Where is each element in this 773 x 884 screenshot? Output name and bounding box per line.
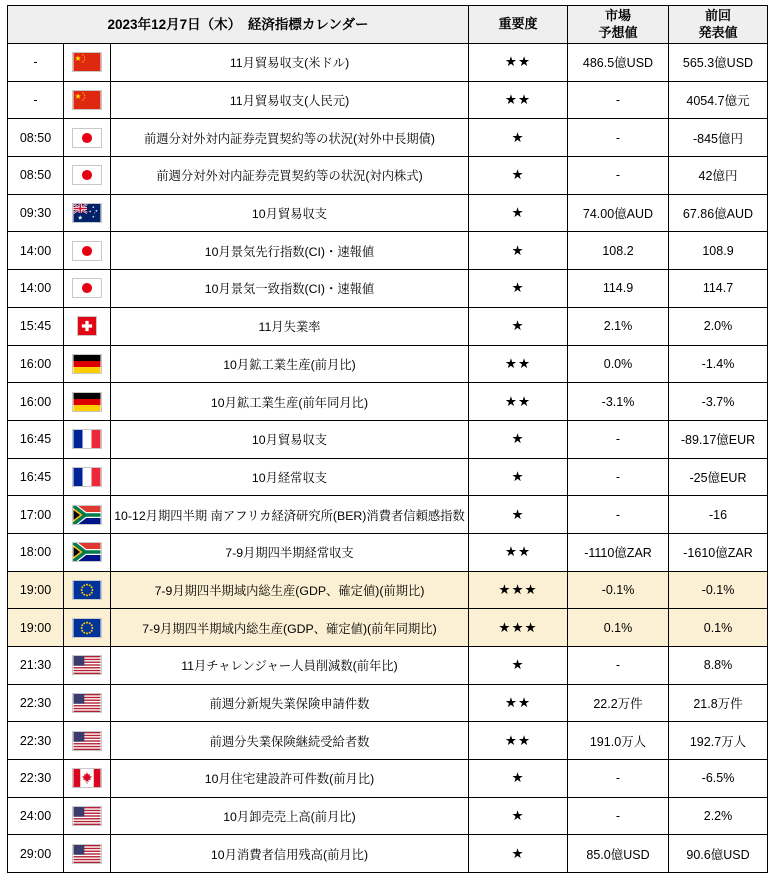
time-cell: 17:00 (8, 496, 64, 534)
column-header-forecast (568, 6, 669, 44)
event-name: 10月住宅建設許可件数(前月比) (111, 760, 469, 798)
event-row (8, 647, 768, 685)
importance-stars: ★ (469, 270, 568, 308)
importance-stars: ★ (469, 232, 568, 270)
event-name: 11月貿易収支(人民元) (111, 81, 469, 119)
previous-value: 90.6億USD (669, 835, 768, 873)
canada-flag-icon (72, 768, 102, 788)
event-row (8, 307, 768, 345)
us-flag-icon (72, 844, 102, 864)
japan-flag-icon (72, 128, 102, 148)
time-cell: 09:30 (8, 194, 64, 232)
event-name: 前週分新規失業保険申請件数 (111, 684, 469, 722)
forecast-value: - (568, 458, 669, 496)
previous-value: 565.3億USD (669, 44, 768, 82)
event-name: 7-9月期四半期経常収支 (111, 533, 469, 571)
previous-value: 67.86億AUD (669, 194, 768, 232)
forecast-value: 486.5億USD (568, 44, 669, 82)
importance-stars: ★★ (469, 684, 568, 722)
time-cell: 16:45 (8, 458, 64, 496)
event-row (8, 496, 768, 534)
time-cell: 24:00 (8, 797, 64, 835)
forecast-value: -0.1% (568, 571, 669, 609)
event-row (8, 270, 768, 308)
flag-cell (64, 232, 111, 270)
china-flag-icon (72, 52, 102, 72)
event-name: 10月鉱工業生産(前月比) (111, 345, 469, 383)
previous-value: 114.7 (669, 270, 768, 308)
time-cell: 16:45 (8, 420, 64, 458)
importance-stars: ★★ (469, 383, 568, 421)
forecast-header-line2: 予想値 (598, 24, 638, 40)
previous-value: 4054.7億元 (669, 81, 768, 119)
us-flag-icon (72, 693, 102, 713)
flag-cell (64, 345, 111, 383)
importance-stars: ★ (469, 194, 568, 232)
event-row (8, 81, 768, 119)
flag-cell (64, 44, 111, 82)
event-name: 10月消費者信用残高(前月比) (111, 835, 469, 873)
time-cell: 22:30 (8, 760, 64, 798)
event-row (8, 420, 768, 458)
forecast-value: - (568, 420, 669, 458)
flag-cell (64, 571, 111, 609)
importance-stars: ★★ (469, 81, 568, 119)
previous-header-line1: 前回 (704, 7, 731, 23)
importance-stars: ★ (469, 420, 568, 458)
time-cell: 14:00 (8, 270, 64, 308)
event-row (8, 458, 768, 496)
column-header-importance: 重要度 (469, 6, 568, 44)
flag-cell (64, 119, 111, 157)
previous-header-line2: 発表値 (698, 24, 738, 40)
importance-stars: ★★ (469, 533, 568, 571)
time-cell: 22:30 (8, 722, 64, 760)
china-flag-icon (72, 90, 102, 110)
france-flag-icon (72, 429, 102, 449)
previous-value: 42億円 (669, 157, 768, 195)
event-row (8, 44, 768, 82)
south-africa-flag-icon (72, 505, 102, 525)
japan-flag-icon (72, 241, 102, 261)
france-flag-icon (72, 467, 102, 487)
column-header-previous (669, 6, 768, 44)
importance-stars: ★★★ (469, 609, 568, 647)
previous-value: 21.8万件 (669, 684, 768, 722)
importance-stars: ★★★ (469, 571, 568, 609)
importance-stars: ★ (469, 458, 568, 496)
previous-value: -3.7% (669, 383, 768, 421)
forecast-value: - (568, 157, 669, 195)
event-name: 10月貿易収支 (111, 194, 469, 232)
flag-cell (64, 307, 111, 345)
previous-value: -25億EUR (669, 458, 768, 496)
event-name: 11月貿易収支(米ドル) (111, 44, 469, 82)
flag-cell (64, 383, 111, 421)
event-row (8, 533, 768, 571)
event-name: 7-9月期四半期域内総生産(GDP、確定値)(前期比) (111, 571, 469, 609)
forecast-value: 0.0% (568, 345, 669, 383)
flag-cell (64, 496, 111, 534)
time-cell: 16:00 (8, 383, 64, 421)
forecast-value: -1110億ZAR (568, 533, 669, 571)
previous-value: -16 (669, 496, 768, 534)
economic-calendar-table (7, 5, 768, 873)
forecast-value: 114.9 (568, 270, 669, 308)
switzerland-flag-icon (77, 316, 97, 336)
forecast-value: - (568, 760, 669, 798)
forecast-value: 85.0億USD (568, 835, 669, 873)
calendar-title: 2023年12月7日（木） 経済指標カレンダー (8, 6, 469, 44)
event-name: 前週分失業保険継続受給者数 (111, 722, 469, 760)
previous-value: -1610億ZAR (669, 533, 768, 571)
time-cell: 16:00 (8, 345, 64, 383)
forecast-header-line1: 市場 (604, 7, 631, 23)
forecast-value: 2.1% (568, 307, 669, 345)
event-name: 10月鉱工業生産(前年同月比) (111, 383, 469, 421)
forecast-value: - (568, 797, 669, 835)
event-name: 11月チャレンジャー人員削減数(前年比) (111, 647, 469, 685)
importance-stars: ★ (469, 119, 568, 157)
forecast-value: - (568, 81, 669, 119)
eu-flag-icon (72, 618, 102, 638)
south-africa-flag-icon (72, 542, 102, 562)
flag-cell (64, 760, 111, 798)
event-name: 前週分対外対内証券売買契約等の状況(対内株式) (111, 157, 469, 195)
japan-flag-icon (72, 278, 102, 298)
eu-flag-icon (72, 580, 102, 600)
flag-cell (64, 722, 111, 760)
time-cell: 15:45 (8, 307, 64, 345)
event-row (8, 157, 768, 195)
japan-flag-icon (72, 165, 102, 185)
importance-stars: ★ (469, 835, 568, 873)
forecast-value: 74.00億AUD (568, 194, 669, 232)
flag-cell (64, 797, 111, 835)
importance-stars: ★★ (469, 722, 568, 760)
us-flag-icon (72, 731, 102, 751)
flag-cell (64, 684, 111, 722)
previous-value: -0.1% (669, 571, 768, 609)
previous-value: 2.0% (669, 307, 768, 345)
event-row (8, 194, 768, 232)
event-row (8, 797, 768, 835)
australia-flag-icon (72, 203, 102, 223)
forecast-value: - (568, 119, 669, 157)
germany-flag-icon (72, 354, 102, 374)
previous-value: 108.9 (669, 232, 768, 270)
importance-stars: ★ (469, 797, 568, 835)
importance-stars: ★ (469, 760, 568, 798)
event-row (8, 383, 768, 421)
flag-cell (64, 458, 111, 496)
event-name: 10月貿易収支 (111, 420, 469, 458)
event-name: 11月失業率 (111, 307, 469, 345)
event-name: 10月景気先行指数(CI)・速報値 (111, 232, 469, 270)
time-cell: - (8, 81, 64, 119)
previous-value: -1.4% (669, 345, 768, 383)
time-cell: 14:00 (8, 232, 64, 270)
importance-stars: ★ (469, 647, 568, 685)
flag-cell (64, 157, 111, 195)
flag-cell (64, 835, 111, 873)
flag-cell (64, 609, 111, 647)
flag-cell (64, 533, 111, 571)
time-cell: 21:30 (8, 647, 64, 685)
time-cell: 19:00 (8, 571, 64, 609)
header-row (8, 6, 768, 44)
event-name: 10月卸売売上高(前月比) (111, 797, 469, 835)
event-row (8, 119, 768, 157)
event-row (8, 722, 768, 760)
event-row (8, 232, 768, 270)
previous-value: 0.1% (669, 609, 768, 647)
time-cell: 18:00 (8, 533, 64, 571)
time-cell: 19:00 (8, 609, 64, 647)
forecast-value: 22.2万件 (568, 684, 669, 722)
flag-cell (64, 270, 111, 308)
flag-cell (64, 420, 111, 458)
time-cell: - (8, 44, 64, 82)
flag-cell (64, 647, 111, 685)
germany-flag-icon (72, 392, 102, 412)
forecast-value: 108.2 (568, 232, 669, 270)
time-cell: 29:00 (8, 835, 64, 873)
importance-stars: ★★ (469, 44, 568, 82)
forecast-value: - (568, 647, 669, 685)
event-name: 10月経常収支 (111, 458, 469, 496)
event-row (8, 609, 768, 647)
previous-value: 8.8% (669, 647, 768, 685)
previous-value: 2.2% (669, 797, 768, 835)
event-name: 7-9月期四半期域内総生産(GDP、確定値)(前年同期比) (111, 609, 469, 647)
us-flag-icon (72, 655, 102, 675)
event-name: 10月景気一致指数(CI)・速報値 (111, 270, 469, 308)
flag-cell (64, 194, 111, 232)
importance-stars: ★ (469, 496, 568, 534)
previous-value: -6.5% (669, 760, 768, 798)
time-cell: 08:50 (8, 119, 64, 157)
time-cell: 08:50 (8, 157, 64, 195)
event-name: 10-12月期四半期 南アフリカ経済研究所(BER)消費者信頼感指数 (111, 496, 469, 534)
forecast-value: 191.0万人 (568, 722, 669, 760)
event-row (8, 571, 768, 609)
event-row (8, 345, 768, 383)
importance-stars: ★ (469, 307, 568, 345)
event-row (8, 760, 768, 798)
previous-value: -845億円 (669, 119, 768, 157)
forecast-value: - (568, 496, 669, 534)
importance-stars: ★ (469, 157, 568, 195)
us-flag-icon (72, 806, 102, 826)
forecast-value: 0.1% (568, 609, 669, 647)
event-row (8, 835, 768, 873)
previous-value: 192.7万人 (669, 722, 768, 760)
importance-stars: ★★ (469, 345, 568, 383)
time-cell: 22:30 (8, 684, 64, 722)
flag-cell (64, 81, 111, 119)
event-name: 前週分対外対内証券売買契約等の状況(対外中長期債) (111, 119, 469, 157)
event-row (8, 684, 768, 722)
forecast-value: -3.1% (568, 383, 669, 421)
previous-value: -89.17億EUR (669, 420, 768, 458)
